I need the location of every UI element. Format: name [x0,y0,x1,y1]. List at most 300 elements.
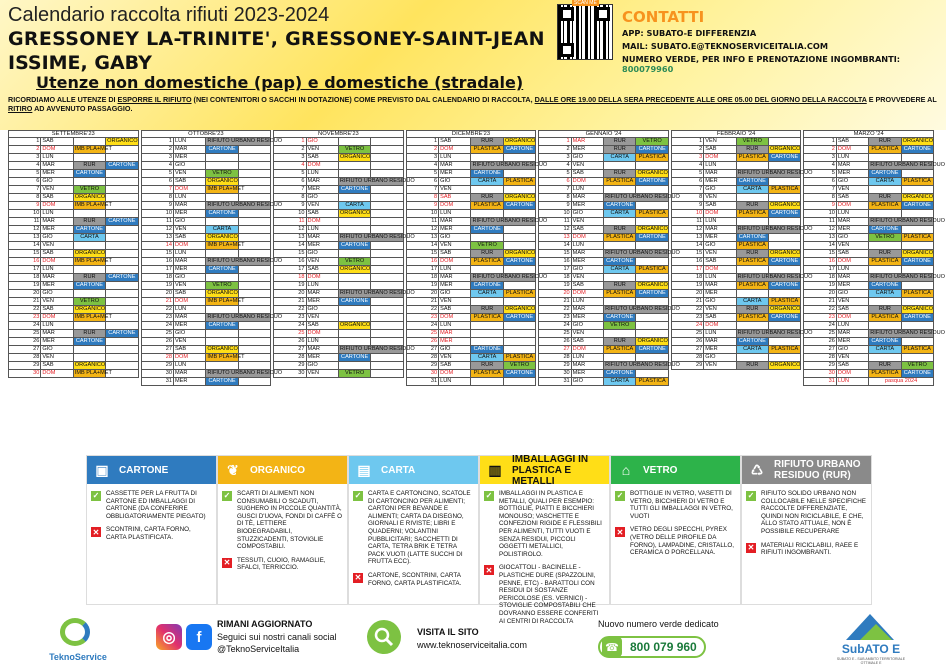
calendar-day-row [9,250,139,258]
day-name: MAR [571,194,603,202]
collection-cell: IMB PLA+MET [74,370,112,376]
day-number: 27 [671,346,703,354]
collection-cell: CARTONE [106,162,138,170]
collection-cell: ORGANICO [74,362,106,368]
calendar-day-row [406,186,536,194]
day-name: DOM [173,354,205,362]
collection-cell: CARTONE [769,258,801,266]
collection-cell: PLASTICA [736,154,768,162]
day-number: 14 [406,242,438,250]
day-number: 20 [539,290,571,298]
collection-cell: RIFIUTO URBANO RESIDUO [339,178,415,184]
calendar-day-row [141,338,271,346]
legend-not-allowed: SCONTRINI, CARTA FORNO, CARTA PLASTIFICATA. [106,526,191,541]
collection-cell [901,282,933,290]
social-handle[interactable]: @TeknoServiceItalia [217,644,300,654]
calendar-day-row [804,178,934,186]
collection-cell [604,162,636,170]
day-number: 23 [671,314,703,322]
collection-cell [471,186,503,194]
day-name: VEN [571,274,603,282]
collection-cell [206,250,238,258]
day-number: 28 [141,354,173,362]
day-number: 31 [406,378,438,386]
collection-cell [604,242,636,250]
calendar-day-row [671,250,801,258]
collection-cell: ORGANICO [74,306,106,312]
collection-cell [106,194,138,202]
legend-card [741,455,872,605]
check-icon: ✓ [354,491,362,501]
collection-cell: PLASTICA [901,234,933,242]
toll-free-number[interactable]: ☎ 800 079 960 [598,636,706,658]
day-name: MER [439,226,471,234]
calendar-day-row [406,290,536,298]
collection-cell [769,234,801,242]
collection-cell [238,274,270,282]
day-name: GIO [41,178,73,186]
calendar-day-row [9,370,139,378]
brand-name: TeknoService [49,652,107,662]
day-name: MAR [173,258,205,266]
calendar-day-row [141,202,271,210]
day-name: LUN [836,378,868,386]
collection-cell: CARTONE [503,146,535,154]
day-name: VEN [173,226,205,234]
collection-cell: ORGANICO [902,306,934,312]
day-name: MAR [41,330,73,338]
collection-cell: IMB PLA+MET [74,202,112,208]
collection-cell: PLASTICA [503,354,535,362]
day-number: 5 [671,170,703,178]
collection-cell [471,234,503,242]
collection-cell [106,242,138,250]
collection-cell [503,226,535,234]
calendar-day-row [274,154,404,162]
calendar-day-row [539,138,669,146]
day-name: GIO [439,178,471,186]
collection-cell: ORGANICO [504,138,536,144]
day-number: 5 [141,170,173,178]
day-number: 2 [141,146,173,154]
day-name: LUN [571,354,603,362]
calendar-day-row [141,290,271,298]
collection-cell: CARTONE [736,178,768,186]
day-name: GIO [173,330,205,338]
collection-cell [238,338,270,346]
collection-cell: PLASTICA [471,202,503,210]
day-name: LUN [173,138,205,146]
collection-cell [769,138,801,146]
day-number: 16 [804,258,836,266]
collection-cell [338,218,370,226]
day-name: LUN [173,194,205,202]
day-number: 15 [274,250,306,258]
day-name: VEN [571,162,603,170]
collection-cell [636,354,668,362]
legend-allowed: CASSETTE PER LA FRUTTA DI CARTONE ED IMBALLAGGI DI CARTONE (DA CONFERIRE OBBLIGATORIAMENTE PIEGATO) [106,490,206,520]
collection-cell [338,314,370,322]
calendar-day-row [671,258,801,266]
collection-cell: CARTONE [901,202,933,210]
calendar-day-row [671,330,801,338]
collection-cell [636,370,668,378]
calendar-day-row [274,250,404,258]
day-number: 30 [804,370,836,378]
day-number: 15 [804,250,836,258]
legend-title: IMBALLAGGI IN PLASTICA E METALLI [512,453,589,487]
collection-cell: RIFIUTO URBANO RESIDUO [737,274,813,280]
collection-cell [736,322,768,330]
calendar-day-row [274,274,404,282]
collection-cell [371,370,403,378]
calendar-day-row [804,290,934,298]
day-name: SAB [41,138,73,146]
calendar-day-row [406,162,536,170]
day-number: 28 [9,354,41,362]
day-name: SAB [439,250,471,258]
day-name: SAB [306,322,338,330]
collection-cell: CARTONE [73,226,105,234]
calendar-day-row [9,242,139,250]
collection-cell [106,186,138,194]
calendar-day-row [9,146,139,154]
day-number: 11 [539,218,571,226]
day-name: GIO [571,210,603,218]
day-number: 13 [9,234,41,242]
calendar-day-row [539,210,669,218]
day-name: MAR [439,330,471,338]
calendar-day-row [406,258,536,266]
calendar-day-row [274,170,404,178]
legend-card [86,455,217,605]
day-name: DOM [571,178,603,186]
day-name: DOM [173,242,205,250]
collection-cell: RIFIUTO URBANO RESIDUO [207,314,283,320]
day-name: VEN [439,354,471,362]
day-number: 12 [141,226,173,234]
day-name: MAR [704,282,736,290]
calendar-day-row [274,354,404,362]
day-name: MER [571,258,603,266]
collection-cell [238,322,270,330]
collection-cell [901,338,933,346]
day-number: 19 [274,282,306,290]
day-number: 5 [274,170,306,178]
collection-cell [869,354,901,362]
calendar-day-row [141,322,271,330]
collection-cell [636,258,668,266]
day-number: 22 [539,306,571,314]
legend-card [348,455,479,605]
calendar-day-row [539,354,669,362]
collection-cell [106,354,138,362]
calendar-day-row [9,346,139,354]
trash-bag-icon: ♺ [750,461,764,478]
collection-cell: pasqua 2024 [869,378,934,386]
calendar-day-row [804,186,934,194]
day-name: DOM [836,370,868,378]
collection-cell: ORGANICO [504,306,536,312]
collection-cell [736,194,768,202]
collection-cell: PLASTICA [471,146,503,154]
collection-cell: CARTONE [471,226,503,234]
facebook-icon[interactable]: f [186,624,212,650]
collection-cell: RIFIUTO URBANO RESIDUO [870,162,946,168]
day-name: DOM [41,258,73,266]
day-number: 4 [274,162,306,170]
calendar-day-row [671,186,801,194]
collection-cell: CARTONE [503,370,535,378]
calendar-day-row [406,346,536,354]
glass-bottle-icon: ⌂ [621,462,631,478]
day-number: 18 [539,274,571,282]
calendar-day-row [671,146,801,154]
collection-cell [206,338,238,346]
day-number: 3 [671,154,703,162]
calendar-day-row [804,170,934,178]
calendar-day-row [274,330,404,338]
day-name: DOM [704,322,736,330]
collection-cell [73,242,105,250]
contacts-mail[interactable]: MAIL: SUBATO.E@TEKNOSERVICEITALIA.COM [622,41,829,51]
calendar-day-row [274,258,404,266]
collection-cell [238,210,270,218]
collection-cell [371,210,403,218]
day-number: 13 [539,234,571,242]
day-number: 20 [9,290,41,298]
day-number: 12 [671,226,703,234]
day-number: 14 [539,242,571,250]
day-number: 29 [274,362,306,370]
collection-cell [206,330,238,338]
calendar-day-row [141,170,271,178]
collection-cell [238,146,270,154]
collection-cell: RIFIUTO URBANO RESIDUO [207,138,283,144]
site-url[interactable]: www.teknoserviceitalia.com [417,640,528,650]
collection-cell [636,322,668,330]
day-name: GIO [306,194,338,202]
social-title: RIMANI AGGIORNATO [217,619,313,629]
day-name: LUN [306,282,338,290]
calendar-day-row [804,346,934,354]
collection-cell: RUR [604,170,636,178]
collection-cell [73,178,105,186]
day-number: 7 [539,186,571,194]
collection-cell: RUR [736,146,768,154]
day-name: GIO [439,290,471,298]
legend-title: VETRO [643,464,678,476]
day-number: 30 [406,370,438,378]
collection-cell [769,290,801,298]
qr-code[interactable] [557,4,613,60]
collection-cell [238,306,270,314]
day-number: 5 [9,170,41,178]
collection-cell [503,322,535,330]
day-name: SAB [41,306,73,314]
calendar-day-row [274,322,404,330]
calendar-day-row [274,218,404,226]
day-name: MER [571,370,603,378]
calendar-day-row [671,322,801,330]
collection-cell: PLASTICA [869,258,901,266]
collection-cell [604,330,636,338]
calendar-day-row [9,274,139,282]
calendar-day-row [406,250,536,258]
collection-cell: PLASTICA [736,210,768,218]
day-number: 7 [804,186,836,194]
day-name: VEN [836,186,868,194]
collection-cell: ORGANICO [637,282,668,288]
day-name: SAB [173,346,205,354]
collection-cell: VETRO [206,282,238,290]
day-name: SAB [571,226,603,234]
day-number: 10 [671,210,703,218]
calendar-day-row [141,162,271,170]
collection-cell: IMB PLA+MET [207,186,245,192]
collection-cell [371,226,403,234]
collection-cell: CARTA [604,154,636,162]
collection-cell: VETRO [73,186,105,194]
calendar-day-row [539,306,669,314]
month-header: DICEMBRE'23 [406,131,536,138]
day-number: 14 [671,242,703,250]
collection-cell [503,338,535,346]
collection-cell: CARTONE [106,330,138,338]
collection-cell: ORGANICO [902,138,934,144]
collection-cell [769,354,801,362]
disposal-note: RICORDIAMO ALLE UTENZE DI ESPORRE IL RIFIUTO (NEI CONTENITORI O SACCHI IN DOTAZIONE) COME PREVISTO DAL CALENDARIO DI RACCOLTA, DALLE ORE 19.00 DELLA SERA PRECEDENTE ALLE ORE 05.00 DEL GIORNO DELLA RACCOLTA E PROVVEDERE AL RITIRO AD AVVENUTO PASSAGGIO. [8,95,937,113]
calendar-day-row [274,194,404,202]
day-name: VEN [306,146,338,154]
collection-cell: PLASTICA [604,290,636,298]
collection-cell: IMB PLA+MET [207,354,245,360]
collection-cell [769,218,801,226]
collection-cell [73,354,105,362]
day-name: GIO [704,298,736,306]
collection-cell: PLASTICA [636,154,668,162]
collection-cell: PLASTICA [769,298,801,306]
day-number: 19 [9,282,41,290]
calendar-day-row [9,258,139,266]
day-number: 1 [274,138,306,146]
collection-cell [869,186,901,194]
day-number: 3 [804,154,836,162]
contacts-phone-number[interactable]: 800079960 [622,64,674,74]
calendar-day-row [9,290,139,298]
day-number: 8 [671,194,703,202]
day-name: DOM [836,146,868,154]
collection-cell [471,298,503,306]
day-number: 12 [804,226,836,234]
day-name: GIO [306,306,338,314]
collection-cell [769,242,801,250]
calendar-day-row [406,170,536,178]
calendar-day-row [406,202,536,210]
check-icon: ✓ [616,491,624,501]
collection-cell [471,378,503,386]
day-number: 21 [406,298,438,306]
day-name: MAR [41,162,73,170]
calendar-day-row [539,370,669,378]
day-number: 25 [9,330,41,338]
collection-cell: RUR [73,330,105,338]
day-number: 10 [141,210,173,218]
collection-cell: RUR [73,162,105,170]
collection-cell: IMB PLA+MET [74,314,112,320]
collection-cell [106,234,138,242]
day-number: 30 [539,370,571,378]
day-number: 4 [539,162,571,170]
instagram-icon[interactable]: ◎ [156,624,182,650]
day-name: VEN [439,186,471,194]
collection-cell: RUR [869,362,901,370]
day-name: SAB [836,306,868,314]
day-name: VEN [41,242,73,250]
collection-cell: RIFIUTO URBANO RESIDUO [605,306,680,312]
calendar-day-row [406,306,536,314]
day-number: 8 [274,194,306,202]
calendar-day-row [9,354,139,362]
collection-cell: RIFIUTO URBANO RESIDUO [870,274,946,280]
day-number: 22 [671,306,703,314]
collection-cell [73,210,105,218]
collection-cell [636,314,668,322]
day-name: DOM [306,330,338,338]
calendar-day-row [804,258,934,266]
collection-cell: RUR [471,306,503,314]
calendar-day-row [539,258,669,266]
calendar-day-row [539,170,669,178]
collection-cell: VETRO [206,170,238,178]
day-name: MAR [173,314,205,322]
day-number: 20 [804,290,836,298]
day-number: 1 [539,138,571,146]
day-number: 22 [141,306,173,314]
collection-cell: CARTONE [604,258,636,266]
day-name: MER [704,290,736,298]
legend-allowed: SCARTI DI ALIMENTI NON CONSUMABILI O SCADUTI, SUGHERO IN PICCOLE QUANTITÀ, GUSCI D'UOVA, FONDI DI CAFFÈ O DI TÈ, LETTIERE BIODEGRADABILI, STUZZICADENTI, STOVIGLIE COMPOSTABILI. [237,490,342,551]
collection-cell: RUR [604,282,636,290]
day-name: MER [836,338,868,346]
collection-cell: RUR [736,202,768,210]
day-name: MAR [41,274,73,282]
collection-cell: CARTONE [636,146,668,154]
day-number: 8 [406,194,438,202]
day-name: DOM [173,298,205,306]
day-name: LUN [704,330,736,338]
day-name: VEN [41,186,73,194]
day-number: 24 [9,322,41,330]
day-name: VEN [41,298,73,306]
collection-cell [371,338,403,346]
calendar-day-row [671,306,801,314]
collection-cell [604,298,636,306]
day-name: MAR [439,162,471,170]
calendar-day-row [274,338,404,346]
legend-title: CARTA [381,464,416,476]
day-number: 8 [539,194,571,202]
month-table [141,130,283,386]
collection-cell [503,234,535,242]
day-number: 19 [141,282,173,290]
calendar-day-row [9,298,139,306]
calendar-day-row [671,226,801,234]
calendar-day-row [539,362,669,370]
calendar-day-row [274,306,404,314]
month-header: MARZO '24 [804,131,934,138]
day-name: LUN [173,306,205,314]
